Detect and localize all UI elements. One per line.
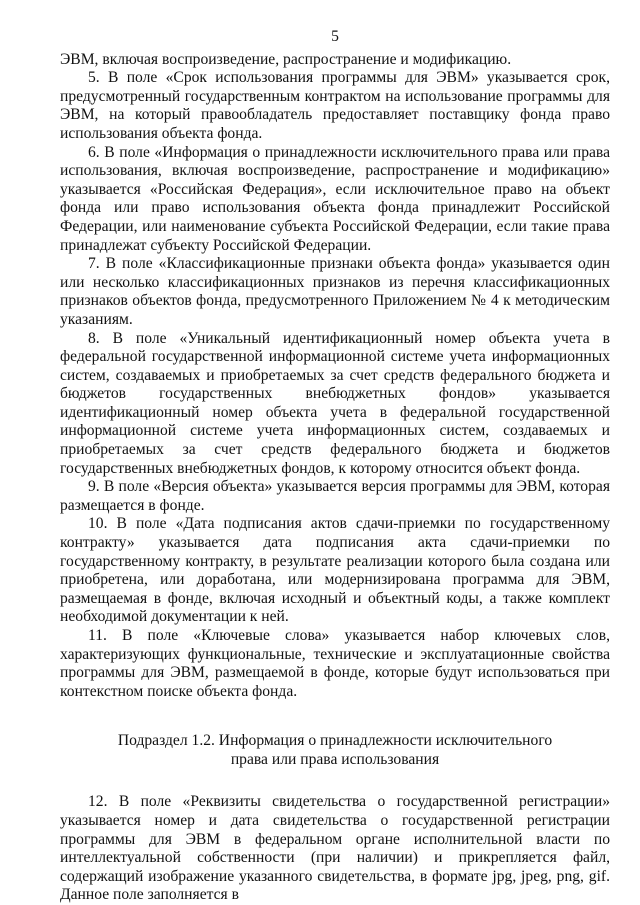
subsection-heading-line-2: права или права использования <box>230 751 440 769</box>
paragraph-7: 7. В поле «Классификационные признаки объекта фонда» указывается один или несколько классификационных признаков из перечня классификационных признаков объектов фонда, предусмотренного Приложением № 4 к методическим указаниям. <box>60 255 610 328</box>
paragraph-6: 6. В поле «Информация о принадлежности исключительного права или права использования, включая воспроизведение, распространение и модификацию» указывается «Российская Федерация», если исключительное право на объект фонда или право использования объекта фонда принадлежит Российской Федерации, или наименование субъекта Российской Федерации, если такие права принадлежат субъекту Российской Федерации. <box>60 143 610 254</box>
paragraph-12: 12. В поле «Реквизиты свидетельства о государственной регистрации» указывается номер и дата свидетельства о государственной регистрации программы для ЭВМ в федеральном органе исполнительной власти по интеллектуальной собственности (при наличии) и прикрепляется файл, содержащий изображение указанного свидетельства, в формате jpg, jpeg, png, gif. Данное поле заполняется в <box>60 793 610 904</box>
subsection-heading <box>60 731 610 769</box>
paragraph-8: 8. В поле «Уникальный идентификационный номер объекта учета в федеральной государственной информационной системе учета информационных систем, создаваемых и приобретаемых за счет средств федерального бюджета и бюджетов государственных внебюджетных фондов» указывается идентификационный номер объекта учета в федеральной государственной информационной системе учета информационных систем, создаваемых и приобретаемых за счет средств федерального бюджета и бюджетов государственных внебюджетных фондов, к которому относится объект фонда. <box>60 329 610 477</box>
paragraph-continuation: ЭВМ, включая воспроизведение, распространение и модификацию. <box>60 50 512 68</box>
document-page <box>60 28 610 905</box>
paragraph-11: 11. В поле «Ключевые слова» указывается набор ключевых слов, характеризующих функциональные, технические и эксплуатационные свойства программы для ЭВМ, размещаемой в фонде, которые будут использоваться при контекстном поиске объекта фонда. <box>60 627 610 700</box>
paragraph-10: 10. В поле «Дата подписания актов сдачи-приемки по государственному контракту» указывается дата подписания акта сдачи-приемки по государственному контракту, в результате реализации которого была создана или приобретена, или доработана, или модернизирована программа для ЭВМ, размещаемая в фонде, включая исходный и объектный коды, а также комплект необходимой документации к ней. <box>60 515 610 626</box>
paragraph-9: 9. В поле «Версия объекта» указывается версия программы для ЭВМ, которая размещается в фонде. <box>60 478 610 514</box>
paragraph-5: 5. В поле «Срок использования программы для ЭВМ» указывается срок, предусмотренный государственным контрактом на использование программы для ЭВМ, на который правообладатель предоставляет поставщику фонда право использования объекта фонда. <box>60 69 610 142</box>
subsection-heading-line-1: Подраздел 1.2. Информация о принадлежности исключительного <box>117 732 553 750</box>
page-number: 5 <box>331 28 339 45</box>
